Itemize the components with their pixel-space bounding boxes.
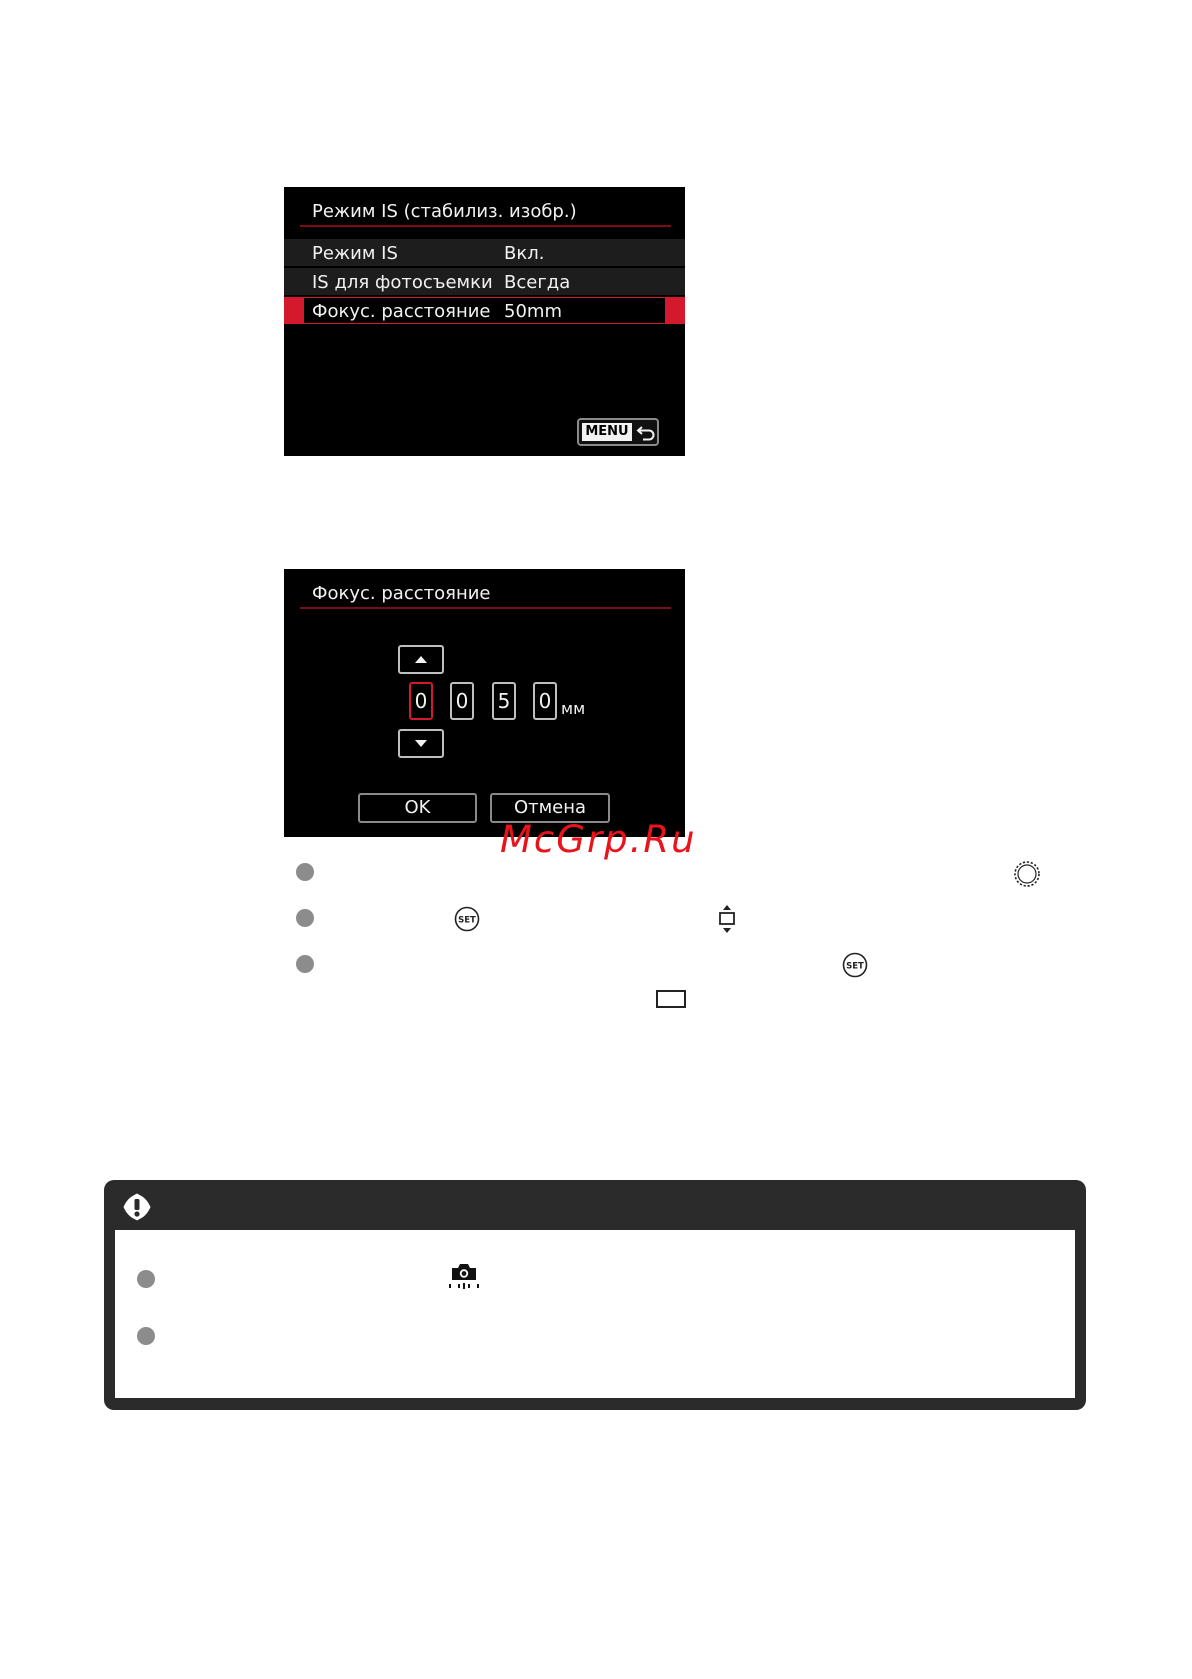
svg-text:SET: SET bbox=[458, 915, 476, 926]
bullet bbox=[296, 909, 314, 927]
set-button-icon bbox=[454, 906, 480, 932]
screen-title: Режим IS (стабилиз. изобр.) bbox=[312, 201, 577, 222]
title-divider bbox=[300, 225, 671, 227]
menu-row-label: IS для фотосъемки bbox=[312, 272, 493, 293]
digit-field-2[interactable]: 0 bbox=[450, 682, 474, 720]
cancel-button[interactable]: Отмена bbox=[490, 793, 610, 823]
main-dial-icon bbox=[1013, 860, 1041, 888]
menu-row-label: Фокус. расстояние bbox=[312, 301, 491, 322]
menu-back-button[interactable] bbox=[577, 418, 659, 446]
increase-button[interactable] bbox=[398, 645, 444, 674]
up-down-keys-icon bbox=[716, 904, 738, 934]
caution-box bbox=[104, 1180, 1086, 1410]
svg-text:SET: SET bbox=[846, 961, 864, 972]
decrease-button[interactable] bbox=[398, 729, 444, 758]
bullet bbox=[137, 1327, 155, 1345]
bullet bbox=[296, 863, 314, 881]
is-mode-menu-screen bbox=[284, 187, 685, 456]
dialog-title: Фокус. расстояние bbox=[312, 583, 491, 604]
bullet bbox=[137, 1270, 155, 1288]
digit-field-1[interactable]: 0 bbox=[409, 682, 433, 720]
caution-content bbox=[115, 1230, 1075, 1398]
menu-row-is-mode[interactable] bbox=[284, 239, 685, 266]
menu-row-value: 50mm bbox=[504, 301, 562, 322]
menu-row-value: Всегда bbox=[504, 272, 571, 293]
title-divider bbox=[300, 607, 671, 609]
bullet bbox=[296, 955, 314, 973]
menu-row-value: Вкл. bbox=[504, 243, 545, 264]
focal-length-dialog bbox=[284, 569, 685, 837]
return-arrow-icon bbox=[636, 423, 656, 441]
menu-row-is-still[interactable] bbox=[284, 268, 685, 295]
unit-label: мм bbox=[561, 699, 586, 718]
set-button-icon bbox=[842, 952, 868, 978]
watermark: McGrp.Ru bbox=[500, 818, 697, 861]
menu-row-label: Режим IS bbox=[312, 243, 398, 264]
ok-button[interactable]: OK bbox=[358, 793, 477, 823]
triangle-down-icon bbox=[414, 739, 428, 748]
frame-rectangle-icon bbox=[656, 990, 686, 1008]
digit-field-3[interactable]: 5 bbox=[492, 682, 516, 720]
caution-icon bbox=[122, 1192, 152, 1222]
shooting-mode-camera-icon bbox=[446, 1260, 482, 1290]
menu-button-label: MENU bbox=[582, 423, 632, 441]
triangle-up-icon bbox=[414, 655, 428, 664]
menu-row-focal-length[interactable] bbox=[284, 297, 685, 324]
digit-field-4[interactable]: 0 bbox=[533, 682, 557, 720]
